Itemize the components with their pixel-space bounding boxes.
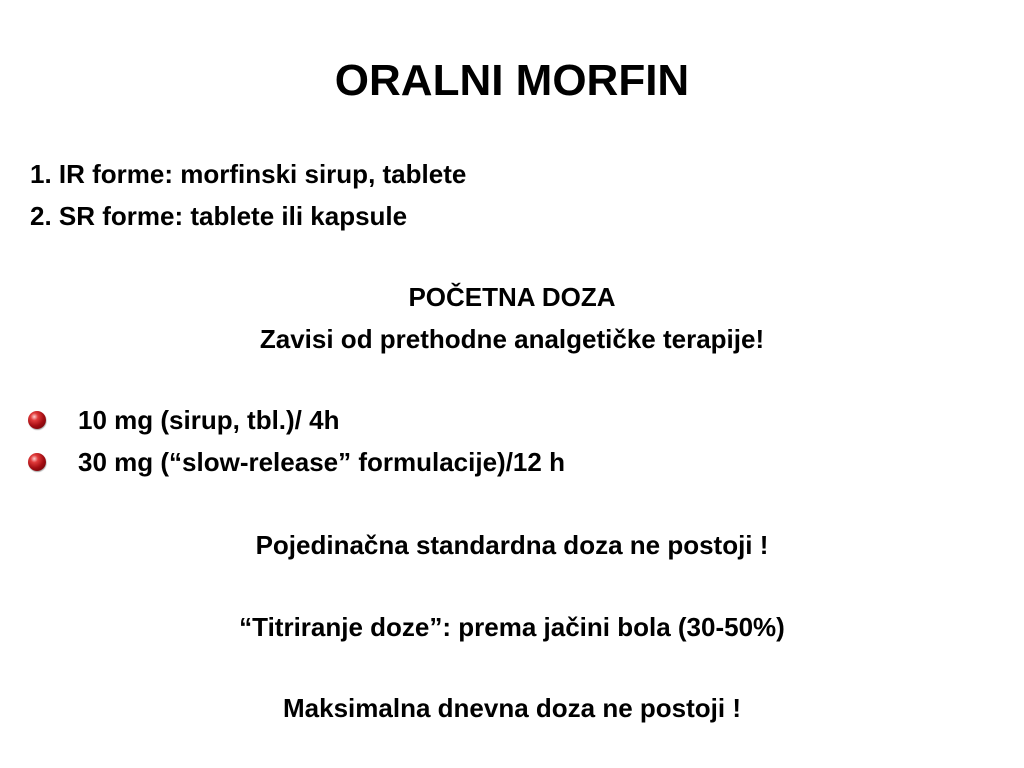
red-sphere-bullet-icon [28,411,46,429]
bullet-item-text: 30 mg (“slow-release” formulacije)/12 h [78,447,565,477]
red-sphere-bullet-icon [28,453,46,471]
note-no-max-daily-dose: Maksimalna dnevna doza ne postoji ! [283,693,741,723]
note-dose-titration: “Titriranje doze”: prema jačini bola (30-50%) [239,612,785,642]
initial-dose-heading: POČETNA DOZA [408,282,616,312]
slide-title: ORALNI MORFIN [334,56,690,105]
form-item-ir: 1. IR forme: morfinski sirup, tablete [30,159,467,189]
note-no-standard-dose: Pojedinačna standardna doza ne postoji ! [255,530,769,560]
initial-dose-subheading: Zavisi od prethodne analgetičke terapije! [259,324,765,354]
form-item-sr: 2. SR forme: tablete ili kapsule [30,201,408,231]
bullet-item-text: 10 mg (sirup, tbl.)/ 4h [78,405,340,435]
